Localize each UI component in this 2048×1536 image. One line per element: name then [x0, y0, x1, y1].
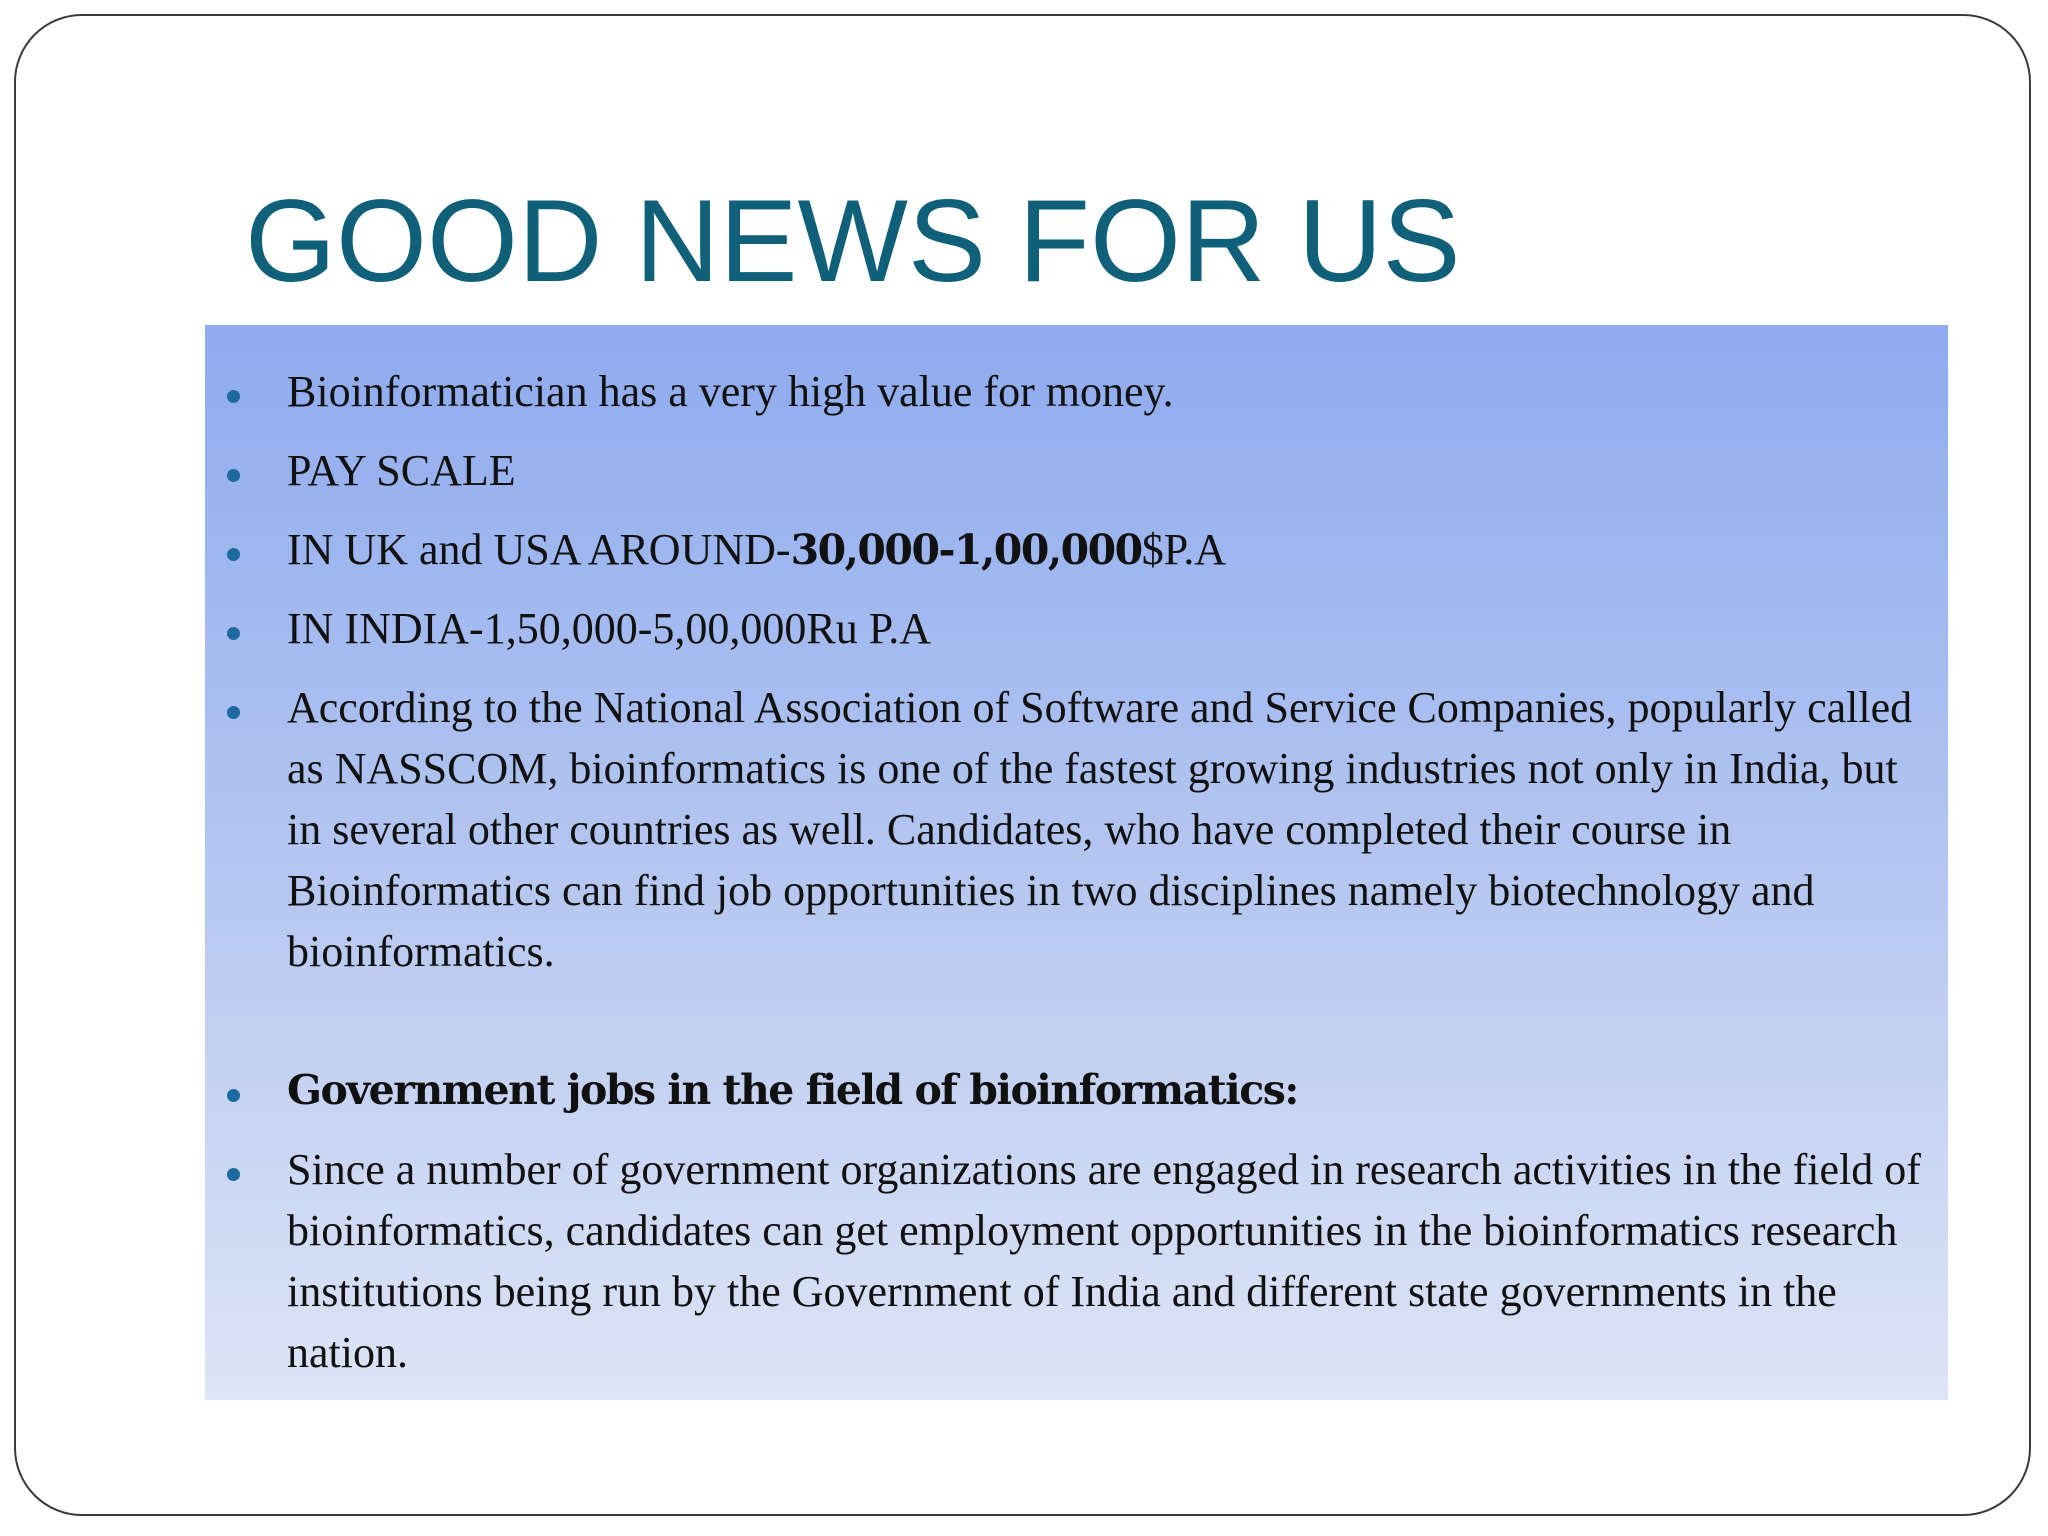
- bullet-text-prefix: IN UK and USA AROUND-: [287, 525, 791, 574]
- bullet-text-suffix: $P.A: [1141, 525, 1227, 574]
- bullet-text: IN INDIA-1,50,000-5,00,000Ru P.A: [287, 604, 932, 653]
- content-box: [205, 325, 1948, 1400]
- bullet-text: Since a number of government organizations are engaged in research activities in the field of bioinformatics, candidates can get employment opportunities in the bioinformatics research institutions being run by the Government of India and different state governments in the nation.: [287, 1145, 1921, 1377]
- bullet-text: Bioinformatician has a very high value for money.: [287, 367, 1174, 416]
- bullet-dot-icon: [227, 706, 240, 719]
- bullet-text: According to the National Association of Software and Service Companies, popularly called as NASSCOM, bioinformatics is one of the fastest growing industries not only in India, but in several other countries as well. Candidates, who have completed their course in Bioinformatics can find job opportunities in two disciplines namely biotechnology and bioinformatics.: [287, 683, 1913, 976]
- slide-title: GOOD NEWS FOR US: [245, 175, 1461, 306]
- bullet-dot-icon: [227, 469, 240, 482]
- bullet-dot-icon: [227, 548, 240, 561]
- bullet-dot-icon: [227, 1168, 240, 1181]
- bullet-text: Government jobs in the field of bioinformatics:: [287, 1066, 1298, 1114]
- bullet-dot-icon: [227, 1089, 240, 1102]
- bullet-dot-icon: [227, 390, 240, 403]
- bullet-text: [287, 519, 1937, 581]
- bullet-text: PAY SCALE: [287, 446, 516, 495]
- bullet-dot-icon: [227, 627, 240, 640]
- bullet-text-emphasis: 30,000-1,00,000: [790, 526, 1142, 574]
